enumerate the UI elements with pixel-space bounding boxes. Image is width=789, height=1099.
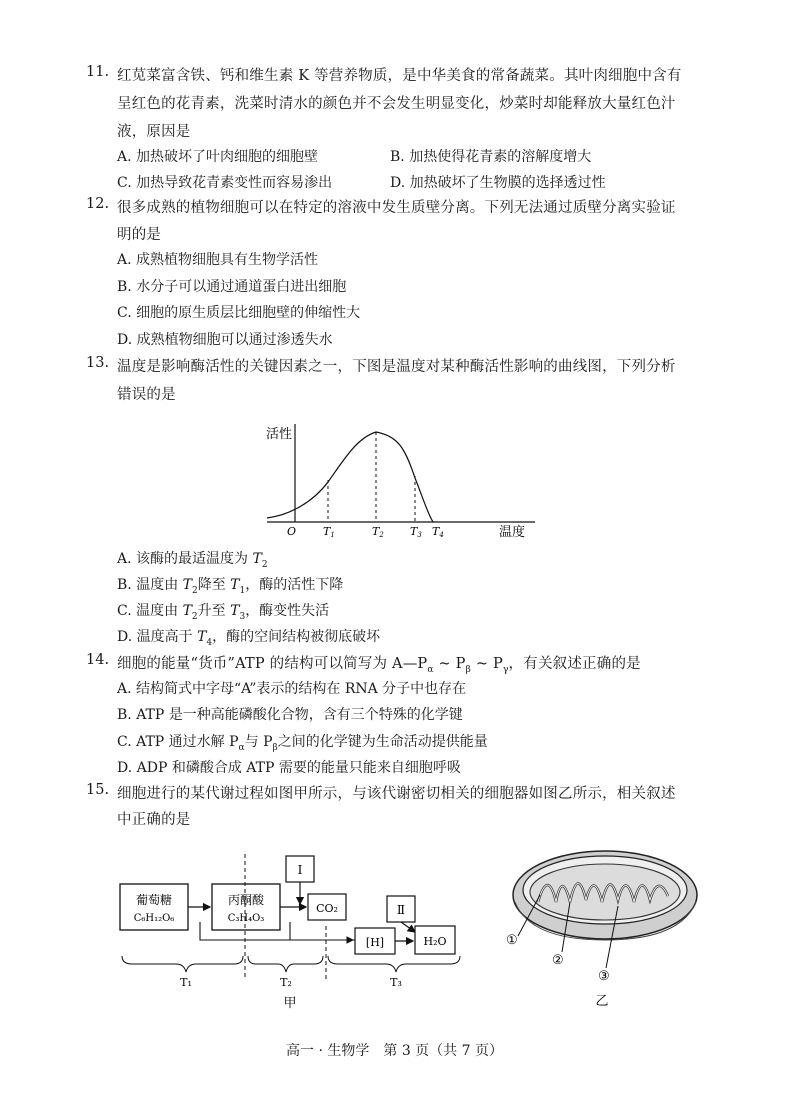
h2o-label: H₂O [423, 935, 447, 948]
q11-option-d: D. 加热破坏了生物膜的选择透过性 [390, 175, 606, 191]
page-footer: 高一 · 生物学 第 3 页（共 7 页） [286, 1043, 503, 1059]
pyruvate-label: 丙酮酸 [227, 893, 265, 907]
q13-option-a: A. 该酶的最适温度为 $T_2$ [117, 551, 268, 570]
q14-stem-line1: 细胞的能量“货币”ATP 的结构可以简写为 $A—P_\alpha$ ~ $P_\beta$ ~ $P_\gamma$，有关叙述正确的是 [117, 656, 641, 675]
co2-label: CO₂ [316, 902, 338, 915]
y-axis-label: 活性 [266, 427, 293, 442]
q12-number: 12. [86, 196, 110, 212]
q11-stem-line3: 液，原因是 [117, 124, 191, 140]
q13-number: 13. [86, 355, 110, 371]
q13-stem-line1: 温度是影响酶活性的关键因素之一，下图是温度对某种酶活性影响的曲线图，下列分析 [117, 359, 676, 375]
q14-option-d: D. ADP 和磷酸合成 ATP 需要的能量只能来自细胞呼吸 [117, 760, 461, 776]
q15-stem-line1: 细胞进行的某代谢过程如图甲所示，与该代谢密切相关的细胞器如图乙所示，相关叙述 [117, 786, 676, 802]
q12-option-a: A. 成熟植物细胞具有生物学活性 [117, 252, 319, 268]
q13-option-c: C. 温度由 $T_2$升至 $T_3$，酶变性失活 [117, 603, 330, 622]
enzyme-activity-graph [255, 418, 545, 546]
substance-ii-label: Ⅱ [396, 903, 406, 917]
q11-stem-line2: 呈红色的花青素，洗菜时清水的颜色并不会发生明显变化，炒菜时却能释放大量红色汁 [117, 96, 676, 112]
q13-stem-line2: 错误的是 [117, 387, 176, 403]
activity-curve [267, 432, 433, 522]
t2-label: T2 [372, 525, 384, 539]
q11-number: 11. [86, 64, 110, 80]
t4-label: T4 [432, 525, 444, 539]
q15-stem-line2: 中正确的是 [117, 812, 191, 828]
figure-yi-caption: 乙 [595, 994, 609, 1009]
q11-option-c: C. 加热导致花青素变性而容易渗出 [117, 175, 333, 191]
glucose-label: 葡萄糖 [135, 893, 173, 907]
q15-number: 15. [86, 782, 110, 798]
t2-stage-label: T₂ [280, 976, 292, 989]
q14-number: 14. [86, 652, 110, 668]
label-3: ③ [598, 969, 610, 984]
q13-option-d: D. 温度高于 $T_4$，酶的空间结构被彻底破坏 [117, 629, 381, 648]
q11-stem-line1: 红苋菜富含铁、钙和维生素 K 等营养物质，是中华美食的常备蔬菜。其叶肉细胞中含有 [117, 68, 682, 84]
q12-stem-line2: 明的是 [117, 227, 162, 243]
q14-option-b: B. ATP 是一种高能磷酸化合物，含有三个特殊的化学键 [117, 707, 463, 723]
label-1: ① [506, 933, 518, 948]
t1-stage-label: T₁ [180, 976, 192, 989]
q11-option-b: B. 加热使得花青素的溶解度增大 [390, 149, 592, 165]
q11-option-a: A. 加热破坏了叶肉细胞的细胞壁 [117, 149, 319, 165]
figure-jia-caption: 甲 [283, 996, 297, 1011]
t3-stage-label: T₃ [390, 976, 402, 989]
figure-jia-pathway [110, 852, 480, 1012]
q14-option-a: A. 结构简式中字母“A”表示的结构在 RNA 分子中也存在 [117, 681, 467, 697]
origin-label: O [287, 525, 297, 538]
h-label: [H] [365, 936, 385, 949]
brace-t2 [248, 956, 323, 972]
figure-yi-mitochondrion [500, 840, 710, 1010]
t1-label: T1 [323, 525, 335, 539]
x-axis-label: 温度 [499, 525, 526, 540]
q12-option-d: D. 成熟植物细胞可以通过渗透失水 [117, 332, 333, 348]
glucose-formula: C₆H₁₂O₆ [133, 913, 175, 924]
label-2: ② [552, 953, 564, 968]
brace-t1 [122, 956, 243, 972]
pyruvate-formula: C₃H₄O₃ [227, 913, 265, 924]
brace-t3 [328, 956, 460, 972]
t3-label: T3 [410, 525, 422, 539]
q12-stem-line1: 很多成熟的植物细胞可以在特定的溶液中发生质壁分离。下列无法通过质壁分离实验证 [117, 200, 676, 216]
substance-i-label: Ⅰ [297, 863, 303, 877]
q12-option-b: B. 水分子可以通过通道蛋白进出细胞 [117, 279, 347, 295]
q14-option-c: C. ATP 通过水解 $P_\alpha$与 $P_\beta$之间的化学键为生命活动提供能量 [117, 734, 488, 753]
q13-option-b: B. 温度由 $T_2$降至 $T_1$，酶的活性下降 [117, 577, 344, 596]
q12-option-c: C. 细胞的原生质层比细胞壁的伸缩性大 [117, 305, 361, 321]
